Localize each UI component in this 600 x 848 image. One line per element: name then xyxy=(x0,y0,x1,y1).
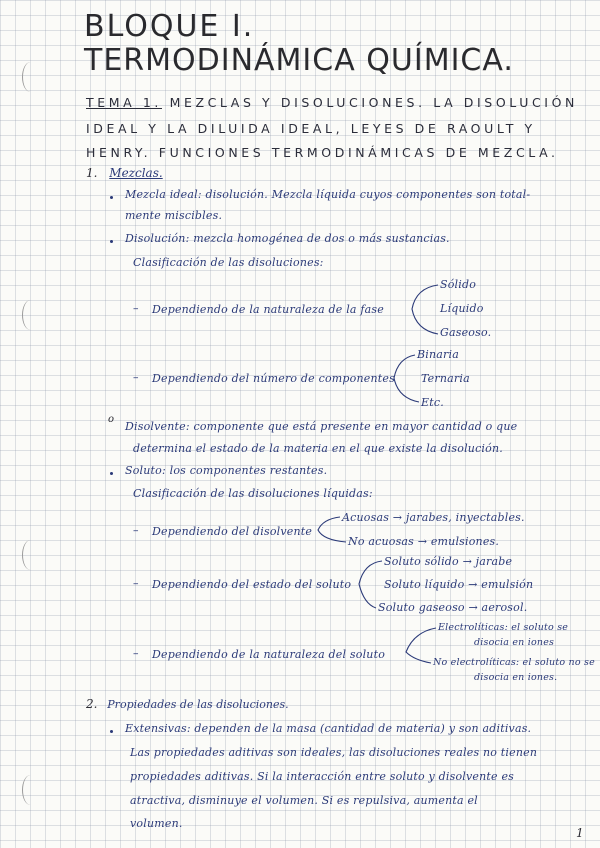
disolucion-clasificacion: Clasificación de las disoluciones: xyxy=(133,256,324,269)
bullet xyxy=(110,730,113,733)
tema-title-part1: MEZCLAS Y DISOLUCIONES. LA DISOLUCIÓN xyxy=(169,95,578,110)
bracket-fase xyxy=(412,285,438,334)
componentes-dash: – xyxy=(133,371,139,384)
bracket-disolvente xyxy=(318,517,346,542)
naturaleza-dash: – xyxy=(133,647,139,660)
extensivas-line3: propiedades aditivas. Si la interacción entre soluto y disolvente es xyxy=(130,770,515,783)
page-number: 1 xyxy=(576,826,584,840)
disolvente-line2: determina el estado de la materia en el que existe la disolución. xyxy=(133,442,503,455)
componentes-option-binaria: Binaria xyxy=(417,348,459,361)
por-naturaleza-label: Dependiendo de la naturaleza del soluto xyxy=(152,648,386,661)
naturaleza-no-electroliticas-line1: No electrolíticas: el soluto no se xyxy=(433,657,595,668)
disolucion-definition: Disolución: mezcla homogénea de dos o más sustancias. xyxy=(125,232,450,245)
tema-heading-line3: HENRY. FUNCIONES TERMODINÁMICAS DE MEZCLA. xyxy=(86,145,559,160)
soluto-definition: Soluto: los componentes restantes. xyxy=(125,464,328,477)
bracket-componentes xyxy=(394,355,419,402)
fase-option-liquido: Líquido xyxy=(440,302,484,315)
section-number: 1. xyxy=(86,166,98,180)
tema-heading-line2: IDEAL Y LA DILUIDA IDEAL, LEYES DE RAOULT Y xyxy=(86,121,536,136)
naturaleza-no-electroliticas-line2: disocia en iones. xyxy=(474,672,558,683)
bracket-naturaleza xyxy=(406,628,436,663)
block-subtitle: TERMODINÁMICA QUÍMICA. xyxy=(84,43,514,78)
ring-bullet: o xyxy=(108,414,115,425)
fase-option-gaseoso: Gaseoso. xyxy=(440,326,492,339)
extensivas-line1: Extensivas: dependen de la masa (cantidad de materia) y son aditivas. xyxy=(125,722,532,735)
extensivas-line5: volumen. xyxy=(130,817,183,830)
naturaleza-electroliticas-line1: Electrolíticas: el soluto se xyxy=(438,622,569,633)
por-estado-label: Dependiendo del estado del soluto xyxy=(152,578,352,591)
fase-dash: – xyxy=(133,302,139,315)
section-title: Propiedades de las disoluciones. xyxy=(107,698,289,711)
estado-dash: – xyxy=(133,577,139,590)
disolvente-option-acuosas: Acuosas → jarabes, inyectables. xyxy=(342,511,525,524)
estado-option-liquido: Soluto líquido → emulsión xyxy=(384,578,534,591)
naturaleza-electroliticas-line2: disocia en iones xyxy=(474,637,555,648)
section-number: 2. xyxy=(86,697,98,711)
section-2-heading xyxy=(86,697,289,711)
por-fase-label: Dependiendo de la naturaleza de la fase xyxy=(152,303,384,316)
disolvente-option-no-acuosas: No acuosas → emulsiones. xyxy=(348,535,500,548)
extensivas-line4: atractiva, disminuye el volumen. Si es repulsiva, aumenta el xyxy=(130,794,478,807)
disolvente-line1: Disolvente: componente que está presente en mayor cantidad o que xyxy=(125,420,518,433)
por-componentes-label: Dependiendo del número de componentes xyxy=(152,372,395,385)
extensivas-line2: Las propiedades aditivas son ideales, las disoluciones reales no tienen xyxy=(130,746,538,759)
estado-option-gaseoso: Soluto gaseoso → aerosol. xyxy=(378,601,528,614)
disolvente-dash: – xyxy=(133,524,139,537)
mezcla-ideal-line1: Mezcla ideal: disolución. Mezcla líquida cuyos componentes son total- xyxy=(125,188,531,201)
fase-option-solido: Sólido xyxy=(440,278,477,291)
mezcla-ideal-line2: mente miscibles. xyxy=(125,209,223,222)
componentes-option-etc: Etc. xyxy=(421,396,444,409)
estado-option-solido: Soluto sólido → jarabe xyxy=(384,555,513,568)
por-disolvente-label: Dependiendo del disolvente xyxy=(152,525,313,538)
block-title: BLOQUE I. xyxy=(84,9,255,44)
tema-label: TEMA 1. xyxy=(86,95,162,110)
soluto-clasificacion: Clasificación de las disoluciones líquidas: xyxy=(133,487,373,500)
bracket-estado xyxy=(359,561,382,608)
section-title: Mezclas. xyxy=(109,166,163,180)
componentes-option-ternaria: Ternaria xyxy=(421,372,470,385)
